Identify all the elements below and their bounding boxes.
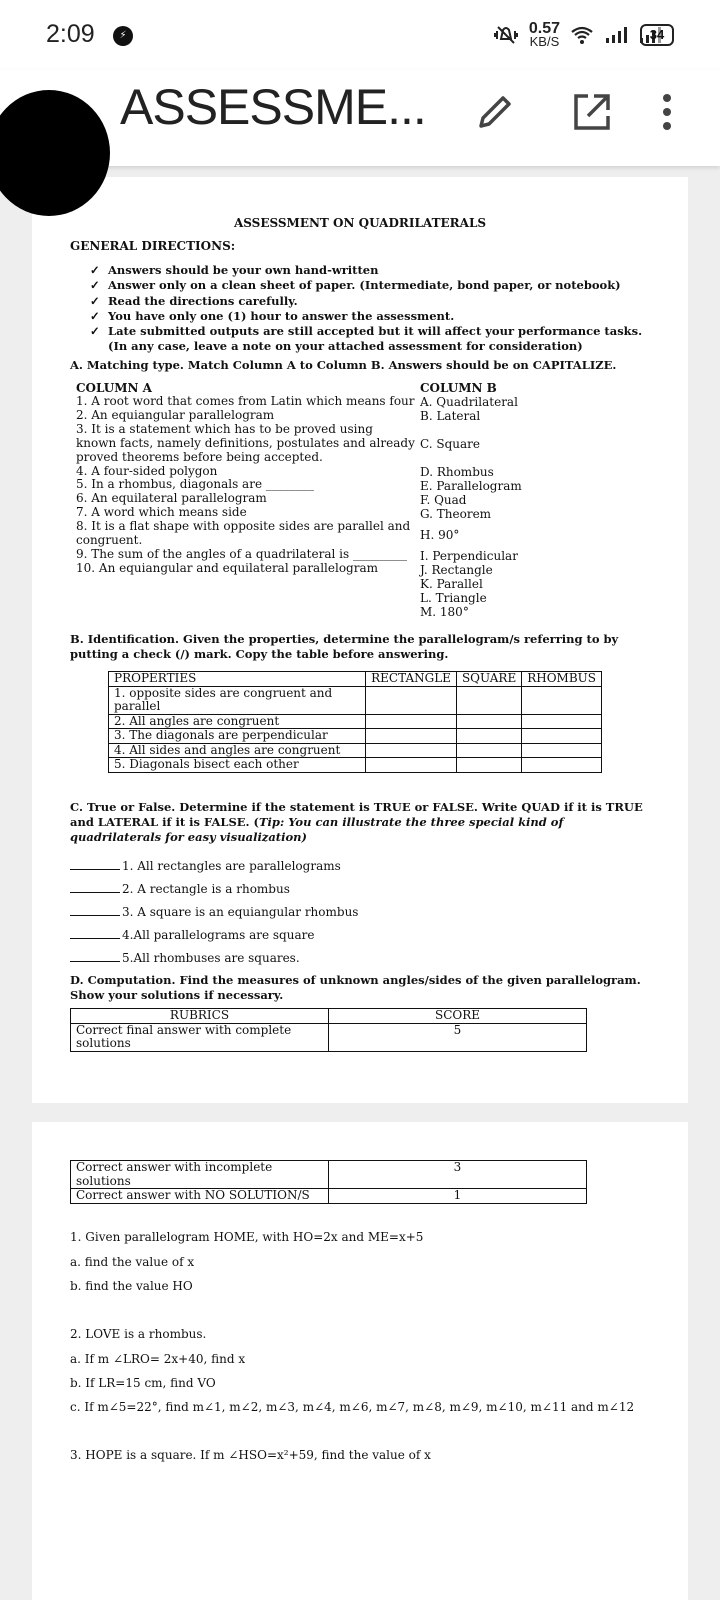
section-b-heading-1: B. Identification. Given the properties, determine the parallelogram/s referring to by [70, 632, 619, 646]
list-item: known facts, namely definitions, postulates and already [76, 435, 415, 450]
section-d-heading-1: D. Computation. Find the measures of unknown angles/sides of the given parallelogram. [70, 973, 641, 987]
rubrics-table [70, 1008, 587, 1052]
column-b-title: COLUMN B [420, 381, 497, 395]
list-item: ✓ Answer only on a clean sheet of paper. (Intermediate, bond paper, or notebook) [90, 278, 621, 293]
table-row: Correct final answer with complete solutions 5 [71, 1023, 587, 1051]
table-header-row [71, 1009, 587, 1024]
list-item: ✓ Read the directions carefully. [90, 293, 298, 308]
document-title: ASSESSME... [120, 79, 426, 135]
problem-text: 2. LOVE is a rhombus. [70, 1327, 207, 1341]
true-false-item: 1. All rectangles are parallelograms [70, 859, 341, 874]
section-c-heading-2: and LATERAL if it is FALSE. (Tip: You can illustrate the three special kind of [70, 815, 564, 829]
list-item: ✓ Answers should be your own hand-written [90, 263, 379, 277]
table-header: RUBRICS [71, 1009, 329, 1024]
mute-vibrate-icon [493, 25, 519, 45]
true-false-item: 3. A square is an equiangular rhombus [70, 905, 358, 920]
list-item: 3. It is a statement which has to be proved using [76, 421, 373, 436]
table-header: SQUARE [456, 672, 521, 687]
document-page-2 [32, 1122, 688, 1600]
signal-icon-1 [604, 25, 628, 45]
section-c-heading-3: quadrilaterals for easy visualization) [70, 830, 307, 844]
problem-text: b. find the value HO [70, 1279, 193, 1293]
list-item: congruent. [76, 533, 143, 548]
list-item: D. Rhombus [420, 465, 494, 479]
list-item: 5. In a rhombus, diagonals are ________ [76, 477, 314, 492]
table-header: RECTANGLE [366, 672, 457, 687]
list-item: M. 180° [420, 605, 469, 619]
list-item: B. Lateral [420, 409, 481, 423]
list-item: ✓ You have only one (1) hour to answer the assessment. [90, 308, 455, 323]
rubrics-table-continued [70, 1160, 587, 1204]
list-item: K. Parallel [420, 577, 483, 591]
table-row: Correct answer with NO SOLUTION/S 1 [71, 1189, 587, 1204]
true-false-item: 4.All parallelograms are square [70, 928, 314, 943]
doc-title: ASSESSMENT ON QUADRILATERALS [233, 216, 487, 230]
column-a-title: COLUMN A [76, 381, 152, 395]
column-a-list [76, 395, 416, 576]
clock: 2:09 [46, 20, 95, 48]
list-item: 4. A four-sided polygon [76, 463, 218, 478]
list-item: J. Rectangle [420, 563, 493, 577]
list-item: I. Perpendicular [420, 549, 518, 563]
net-speed: 0.57 KB/S [528, 20, 560, 49]
table-header: SCORE [329, 1009, 587, 1024]
general-directions-heading: GENERAL DIRECTIONS: [70, 239, 236, 253]
problem-text: a. If m ∠LRO= 2x+40, find x [70, 1352, 246, 1366]
more-vert-icon[interactable] [655, 90, 679, 134]
list-item: proved theorems before being accepted. [76, 449, 323, 464]
true-false-item: 5.All rhombuses are squares. [70, 951, 300, 966]
directions-list [90, 263, 642, 355]
table-row: Correct answer with incomplete solutions 3 [71, 1161, 587, 1189]
messenger-icon: ⚡ [113, 26, 133, 46]
problem-text: a. find the value of x [70, 1255, 195, 1269]
list-item: A. Quadrilateral [420, 395, 518, 409]
section-c-heading-1: C. True or False. Determine if the statement is TRUE or FALSE. Write QUAD if it is TRUE [70, 800, 643, 814]
list-item: L. Triangle [420, 591, 487, 605]
status-bar [0, 0, 720, 70]
table-row: 3. The diagonals are perpendicular [109, 729, 602, 744]
table-row: 1. opposite sides are congruent and parallel [109, 686, 602, 714]
list-item: (In any case, leave a note on your attached assessment for consideration) [108, 339, 583, 354]
list-item: 8. It is a flat shape with opposite sides are parallel and [76, 519, 411, 534]
list-item: 6. An equilateral parallelogram [76, 491, 267, 506]
list-item: E. Parallelogram [420, 479, 522, 493]
table-row: 2. All angles are congruent [109, 714, 602, 729]
problem-text: 1. Given parallelogram HOME, with HO=2x and ME=x+5 [70, 1230, 424, 1244]
section-b-heading-2: putting a check (/) mark. Copy the table before answering. [70, 647, 449, 661]
list-item: ✓ Late submitted outputs are still accepted but it will affect your performance tasks. [90, 324, 643, 339]
table-header: RHOMBUS [522, 672, 602, 687]
true-false-item: 2. A rectangle is a rhombus [70, 882, 290, 897]
table-header-row [109, 672, 602, 687]
list-item: 10. An equiangular and equilateral parallelogram [76, 560, 378, 575]
battery-indicator: 34 [640, 24, 674, 46]
wifi-icon [570, 25, 594, 45]
list-item: 7. A word which means side [76, 505, 247, 520]
document-page-1 [32, 177, 688, 1103]
section-a-heading: A. Matching type. Match Column A to Column B. Answers should be on CAPITALIZE. [70, 358, 617, 372]
problem-text: 3. HOPE is a square. If m ∠HSO=x²+59, find the value of x [70, 1448, 431, 1462]
status-icons [493, 22, 662, 48]
identification-table [108, 671, 602, 773]
list-item: 9. The sum of the angles of a quadrilateral is _________ [76, 546, 407, 561]
open-external-icon[interactable] [570, 90, 614, 134]
list-item: H. 90° [420, 528, 460, 542]
list-item: G. Theorem [420, 507, 492, 521]
list-item: C. Square [420, 437, 481, 451]
problem-text: c. If m∠5=22°, find m∠1, m∠2, m∠3, m∠4, m∠6, m∠7, m∠8, m∠9, m∠10, m∠11 and m∠12 [70, 1400, 635, 1414]
table-row: 4. All sides and angles are congruent [109, 743, 602, 758]
table-row: 5. Diagonals bisect each other [109, 758, 602, 773]
list-item: 1. A root word that comes from Latin which means four [76, 394, 415, 408]
table-header: PROPERTIES [109, 672, 366, 687]
problem-text: b. If LR=15 cm, find VO [70, 1376, 216, 1390]
section-d-heading-2: Show your solutions if necessary. [70, 988, 284, 1002]
pencil-icon[interactable] [473, 90, 517, 134]
list-item: 2. An equiangular parallelogram [76, 407, 275, 422]
list-item: F. Quad [420, 493, 467, 507]
